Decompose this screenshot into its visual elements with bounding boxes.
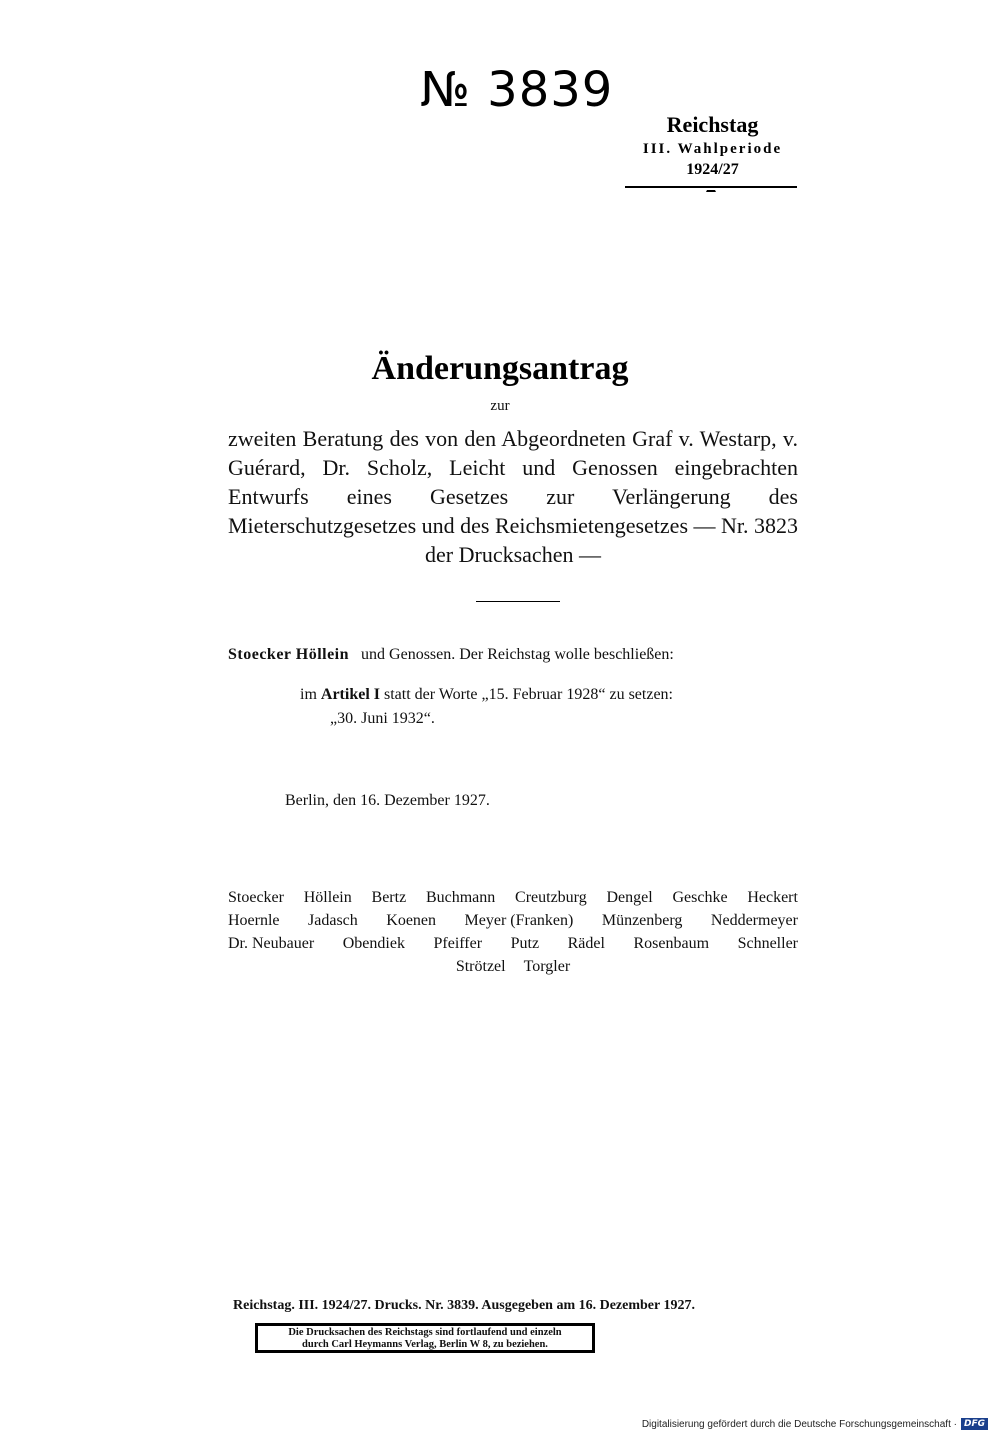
signatories bbox=[228, 886, 798, 978]
dfg-logo-icon: DFG bbox=[961, 1418, 988, 1430]
signatory: Torgler bbox=[523, 958, 571, 975]
signatory: Münzenberg bbox=[601, 912, 683, 929]
signatory: Dr. Neubauer bbox=[228, 935, 315, 952]
credit-text: Digitalisierung gefördert durch die Deutsche Forschungsgemeinschaft · bbox=[641, 1418, 957, 1430]
footer-imprint: Reichstag. III. 1924/27. Drucks. Nr. 3839. Ausgegeben am 16. Dezember 1927. bbox=[233, 1298, 695, 1313]
signatory: Koenen bbox=[386, 912, 437, 929]
article-reference: Artikel I bbox=[320, 686, 380, 703]
new-date: „30. Juni 1932“. bbox=[330, 710, 435, 727]
subject-paragraph: zweiten Beratung des von den Abgeordneten Graf v. Westarp, v. Guérard, Dr. Scholz, Leicht und Genossen eingebrachten Entwurfs eines Gesetzes zur Verlängerung des Mieterschutzgesetzes und des Reichsmietengesetzes — Nr. 3823 der Drucksachen — bbox=[228, 426, 799, 567]
signatory: Dengel bbox=[606, 889, 653, 906]
legislative-period: III. Wahlperiode bbox=[642, 141, 783, 157]
digitization-credit bbox=[642, 1418, 988, 1430]
signatory: Rädel bbox=[567, 935, 605, 952]
signatory-row bbox=[228, 909, 798, 932]
place-and-date: Berlin, den 16. Dezember 1927. bbox=[285, 792, 490, 809]
period-years: 1924/27 bbox=[686, 161, 739, 178]
movers: Stoecker Höllein bbox=[228, 646, 350, 663]
signatory: Schneller bbox=[737, 935, 798, 952]
reichstag-header bbox=[620, 112, 805, 180]
reichstag-title: Reichstag bbox=[666, 112, 759, 137]
signatory: Bertz bbox=[371, 889, 407, 906]
motion-line bbox=[228, 644, 808, 666]
signatory: Meyer (Franken) bbox=[464, 912, 574, 929]
distribution-notice bbox=[255, 1323, 595, 1353]
signatory-row bbox=[228, 932, 798, 955]
signatory: Jadasch bbox=[308, 912, 358, 929]
signatory: Höllein bbox=[303, 889, 352, 906]
distribution-notice-line: Die Drucksachen des Reichstags sind fortlaufend und einzeln bbox=[288, 1327, 562, 1338]
document-title: Änderungsantrag bbox=[371, 350, 629, 387]
header-rule-notch bbox=[706, 184, 716, 192]
signatory: Creutzburg bbox=[515, 889, 587, 906]
title-connector: zur bbox=[490, 398, 510, 414]
signatory: Strötzel bbox=[455, 958, 506, 975]
signatory-row bbox=[228, 886, 798, 909]
signatory: Stoecker bbox=[228, 889, 284, 906]
distribution-notice-line: durch Carl Heymanns Verlag, Berlin W 8, zu beziehen. bbox=[302, 1339, 548, 1350]
article-line bbox=[300, 684, 820, 706]
document-number: № 3839 bbox=[420, 62, 614, 118]
signatory: Pfeiffer bbox=[433, 935, 483, 952]
motion-text: und Genossen. Der Reichstag wolle beschließen: bbox=[361, 646, 674, 663]
signatory-row bbox=[228, 955, 798, 978]
signatory: Heckert bbox=[747, 889, 798, 906]
article-prefix: im bbox=[300, 686, 317, 703]
section-divider bbox=[476, 601, 560, 602]
article-text: statt der Worte „15. Februar 1928“ zu setzen: bbox=[384, 686, 673, 703]
signatory: Obendiek bbox=[342, 935, 405, 952]
signatory: Buchmann bbox=[425, 889, 496, 906]
signatory: Geschke bbox=[672, 889, 728, 906]
signatory: Hoernle bbox=[228, 912, 280, 929]
signatory: Neddermeyer bbox=[710, 912, 798, 929]
signatory: Putz bbox=[510, 935, 540, 952]
signatory: Rosenbaum bbox=[633, 935, 710, 952]
